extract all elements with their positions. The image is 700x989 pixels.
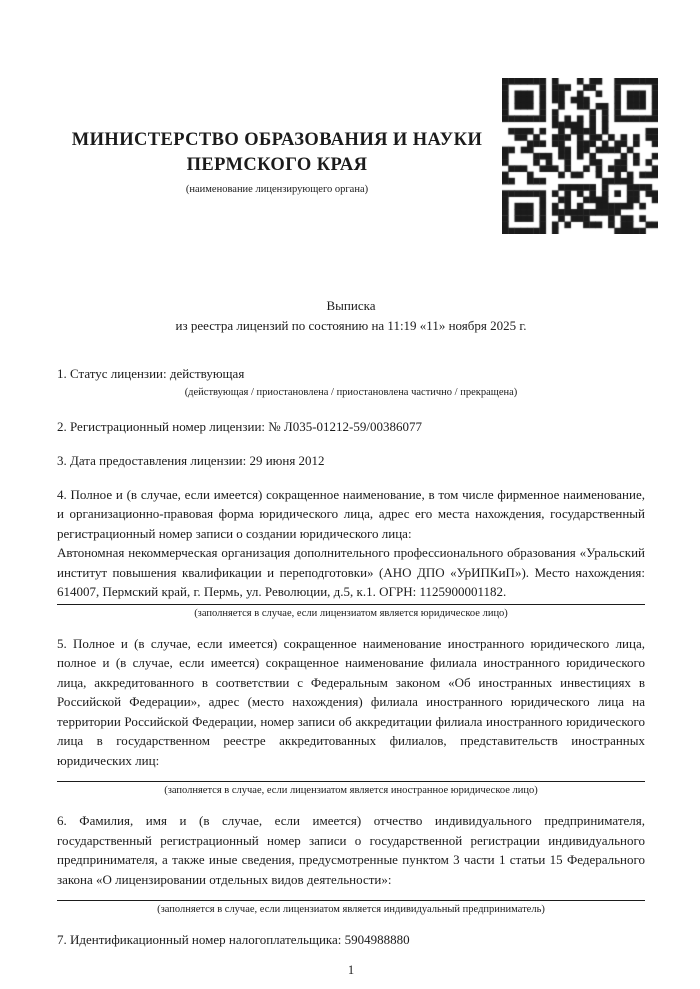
- page-number: 1: [347, 962, 355, 977]
- item-3-license-date: [57, 451, 645, 471]
- item-2-text: 2. Регистрационный номер лицензии: № Л035-01212-59/00386077: [57, 418, 423, 434]
- licensing-authority-caption: (наименование лицензирующего органа): [185, 184, 369, 195]
- document-title-block: [57, 296, 645, 336]
- item-5-foreign-entity: [57, 634, 645, 798]
- document-body: [57, 364, 645, 950]
- item-6-question: 6. Фамилия, имя и (в случае, если имеется) отчество индивидуального предпринимателя, государственный регистрационный номер записи о государственной регистрации индивидуального предпринимателя, а также иные сведения, предусмотренные пунктом 3 части 1 статьи 15 Федерального закона «О лицензировании отдельных видов деятельности»:: [57, 813, 645, 887]
- item-4-answer: Автономная некоммерческая организация дополнительного профессионального образования «Уральский институт повышения квалификации и переподготовки» (АНО ДПО «УрИПКиП»). Место нахождения: 614007, Пермский край, г. Пермь, ул. Революции, д.5, к.1. ОГРН: 1125900001182.: [57, 545, 645, 599]
- document-title: Выписка: [326, 298, 376, 313]
- item-5-blank-underline: [57, 781, 645, 782]
- item-4-caption: (заполняется в случае, если лицензиатом является юридическое лицо): [194, 607, 508, 619]
- ministry-name-line1: МИНИСТЕРСТВО ОБРАЗОВАНИЯ И НАУКИ: [71, 130, 483, 150]
- document-footer: [57, 962, 645, 978]
- ministry-name-line2: ПЕРМСКОГО КРАЯ: [186, 155, 368, 175]
- item-1-text: 1. Статус лицензии: действующая: [57, 366, 245, 381]
- item-1-license-status: [57, 364, 645, 399]
- item-4-question: 4. Полное и (в случае, если имеется) сокращенное наименование, в том числе фирменное наименование, и организационно-правовая форма юридического лица, адрес его места нахождения, государственный регистрационный номер записи о создании юридического лица:: [57, 486, 645, 541]
- item-6-blank-underline: [57, 900, 645, 901]
- document-header: [57, 0, 645, 240]
- item-1-caption: (действующая / приостановлена / приостановлена частично / прекращена): [184, 386, 518, 398]
- item-6-caption: (заполняется в случае, если лицензиатом является индивидуальный предприниматель): [157, 904, 545, 915]
- licensing-authority-block: [51, 128, 503, 196]
- item-6-individual-entrepreneur: [57, 811, 645, 916]
- qr-code: [502, 78, 658, 234]
- item-5-caption: (заполняется в случае, если лицензиатом является иностранное юридическое лицо): [164, 785, 538, 796]
- item-4-legal-entity: [57, 485, 645, 620]
- item-7-taxpayer-id: [57, 930, 645, 950]
- item-7-text: 7. Идентификационный номер налогоплательщика: 5904988880: [57, 932, 410, 947]
- document-subtitle: из реестра лицензий по состоянию на 11:19 «11» ноября 2025 г.: [175, 318, 527, 333]
- item-5-question: 5. Полное и (в случае, если имеется) сокращенное наименование иностранного юридического лица, полное и (в случае, если имеется) сокращенное наименование филиала иностранного юридического лица, аккредитованного в соответствии с Федеральным законом «Об иностранных инвестициях в Российской Федерации», адрес (место нахождения) филиала иностранного юридического лица на территории Российской Федерации, номер записи об аккредитации филиала иностранного юридического лица в государственном реестре аккредитованных филиалов, представительств иностранных юридических лиц:: [57, 635, 645, 768]
- item-3-text: 3. Дата предоставления лицензии: 29 июня 2012: [57, 453, 325, 468]
- item-2-registration-number: [57, 417, 645, 437]
- item-4-underline: [57, 604, 645, 605]
